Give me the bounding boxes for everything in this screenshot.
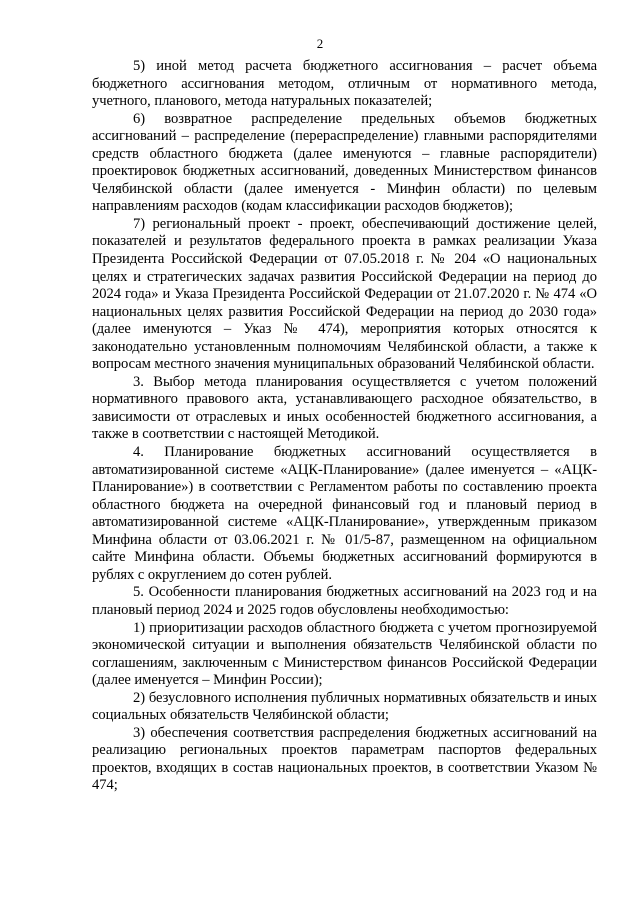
paragraph-item-6-return-distribution: 6) возвратное распределение предельных объемов бюджетных ассигнований – распределение (перераспределение) главными распорядителями средств областного бюджета (далее именуются – главные распорядители) проектировок бюджетных ассигнований, доведенных Министерством финансов Челябинской области (далее именуется - Минфин области) по целевым направлениям расходов (кодам классификации расходов бюджетов);: [92, 110, 597, 215]
document-body: [92, 58, 597, 795]
paragraph-section-5: 5. Особенности планирования бюджетных ассигнований на 2023 год и на плановый период 2024 и 2025 годов обусловлены необходимостью:: [92, 584, 597, 618]
paragraph-item-5-other-method: 5) иной метод расчета бюджетного ассигнования – расчет объема бюджетного ассигнования методом, отличным от нормативного метода, учетного, планового, метода натуральных показателей;: [92, 58, 597, 110]
paragraph-section-4: 4. Планирование бюджетных ассигнований осуществляется в автоматизированной системе «АЦК-Планирование» (далее именуется – «АЦК-Планирование») в соответствии с Регламентом работы по составлению проекта областного бюджета на очередной финансовый год и плановый период в автоматизированной системе «АЦК-Планирование», утвержденным приказом Минфина области от 03.06.2021 г. № 01/5-87, размещенном на официальном сайте Минфина области. Объемы бюджетных ассигнований формируются в рублях с округлением до сотен рублей.: [92, 444, 597, 583]
page-number: 2: [316, 36, 324, 51]
paragraph-subitem-1: 1) приоритизации расходов областного бюджета с учетом прогнозируемой экономической ситуации и выполнения обязательств Челябинской области по соглашениям, заключенным с Министерством финансов Российской Федерации (далее именуется – Минфин России);: [92, 619, 597, 689]
paragraph-subitem-2: 2) безусловного исполнения публичных нормативных обязательств и иных социальных обязательств Челябинской области;: [92, 689, 597, 724]
paragraph-section-3: 3. Выбор метода планирования осуществляется с учетом положений нормативного правового акта, устанавливающего расходное обязательство, в зависимости от отраслевых и иных особенностей бюджетного ассигнования, а также в соответствии с настоящей Методикой.: [92, 373, 597, 443]
paragraph-subitem-3: 3) обеспечения соответствия распределения бюджетных ассигнований на реализацию региональных проектов параметрам паспортов федеральных проектов, входящих в состав национальных проектов, в соответствии Указом № 474;: [92, 724, 597, 794]
paragraph-item-7-regional-project: 7) региональный проект - проект, обеспечивающий достижение целей, показателей и результатов федерального проекта в рамках реализации Указа Президента Российской Федерации от 07.05.2018 г. № 204 «О национальных целях и стратегических задачах развития Российской Федерации на период до 2024 года» и Указа Президента Российской Федерации от 21.07.2020 г. № 474 «О национальных целях развития Российской Федерации на период до 2030 года» (далее именуются – Указ № 474), мероприятия которых относятся к законодательно установленным полномочиям Челябинской области, а также к вопросам местного значения муниципальных образований Челябинской области.: [92, 215, 597, 373]
